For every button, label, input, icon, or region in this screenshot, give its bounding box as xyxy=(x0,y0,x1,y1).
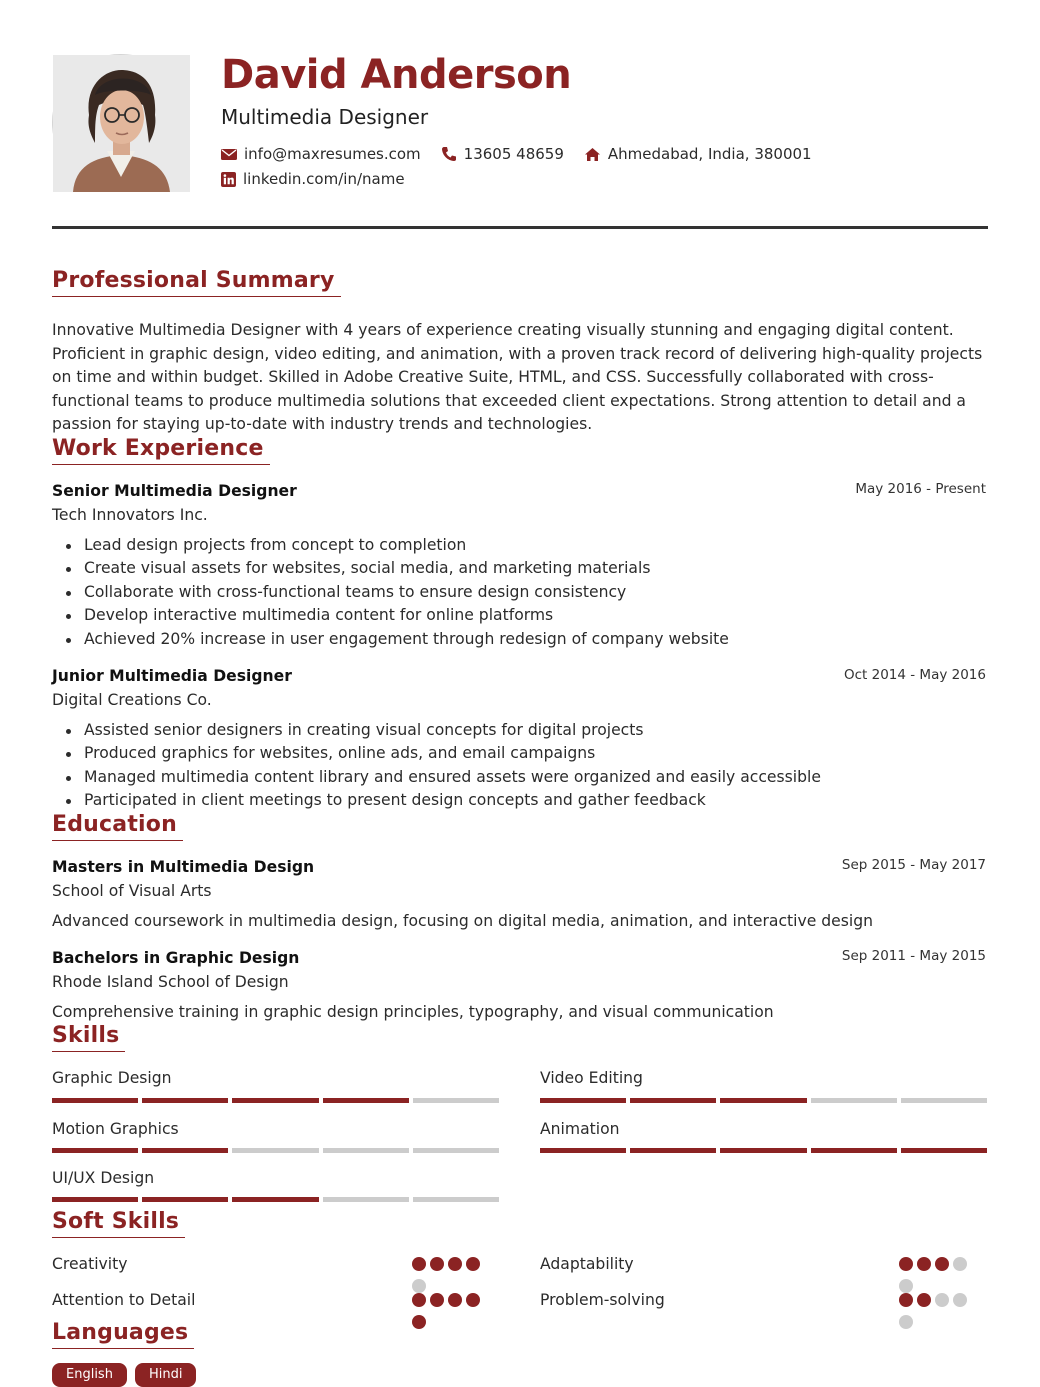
rating-dot xyxy=(935,1257,949,1271)
skill-level-segment xyxy=(811,1098,897,1103)
list-item: Develop interactive multimedia content for online platforms xyxy=(84,604,729,627)
skill-name: Animation xyxy=(540,1120,620,1138)
section-title-soft-skills: Soft Skills xyxy=(52,1209,185,1238)
skill-name: UI/UX Design xyxy=(52,1169,155,1187)
skill-level-segment xyxy=(630,1098,716,1103)
soft-skill-rating xyxy=(899,1257,973,1293)
skill-level-segment xyxy=(323,1197,409,1202)
list-item: Managed multimedia content library and ensured assets were organized and easily accessible xyxy=(84,766,821,789)
skill-name: Graphic Design xyxy=(52,1069,172,1087)
rating-dot xyxy=(466,1257,480,1271)
rating-dot xyxy=(430,1257,444,1271)
list-item: Collaborate with cross-functional teams to ensure design consistency xyxy=(84,581,729,604)
soft-skill-name: Problem-solving xyxy=(540,1291,665,1309)
soft-skill-name: Attention to Detail xyxy=(52,1291,196,1309)
skill-level-segment xyxy=(413,1098,499,1103)
rating-dot xyxy=(448,1293,462,1307)
section-title-experience: Work Experience xyxy=(52,436,270,465)
job-dates: May 2016 - Present xyxy=(855,481,986,497)
soft-skill-rating xyxy=(412,1293,486,1329)
skill-bar xyxy=(52,1197,499,1202)
soft-skill-name: Creativity xyxy=(52,1255,128,1273)
list-item: Create visual assets for websites, social media, and marketing materials xyxy=(84,557,729,580)
skill-level-segment xyxy=(901,1148,987,1153)
phone-text: 13605 48659 xyxy=(463,145,564,163)
skill-level-segment xyxy=(811,1148,897,1153)
job-bullets xyxy=(84,719,821,813)
education-dates: Sep 2011 - May 2015 xyxy=(841,948,986,964)
skill-level-segment xyxy=(720,1148,806,1153)
skill-bar xyxy=(540,1098,987,1103)
contact-row-1 xyxy=(221,145,832,163)
degree-title: Masters in Multimedia Design xyxy=(52,858,315,876)
job-title: Junior Multimedia Designer xyxy=(52,667,292,685)
email-text: info@maxresumes.com xyxy=(244,145,421,163)
rating-dot xyxy=(935,1293,949,1307)
skill-level-segment xyxy=(901,1098,987,1103)
rating-dot xyxy=(412,1315,426,1329)
job-bullets xyxy=(84,534,729,651)
linkedin-icon xyxy=(221,172,236,187)
skill-level-segment xyxy=(142,1148,228,1153)
envelope-icon xyxy=(221,148,237,161)
candidate-name: David Anderson xyxy=(221,52,572,98)
summary-text: Innovative Multimedia Designer with 4 years of experience creating visually stunning and engaging digital content. Proficient in graphic design, video editing, and animation, with a proven track record of delivering high-quality projects on time and within budget. Skilled in Adobe Creative Suite, HTML, and CSS. Successfully collaborated with cross-functional teams to produce multimedia solutions that exceeded client expectations. Strong attention to detail and a passion for staying up-to-date with industry trends and technologies. xyxy=(52,321,983,433)
rating-dot xyxy=(899,1257,913,1271)
skill-level-segment xyxy=(52,1148,138,1153)
candidate-role: Multimedia Designer xyxy=(221,105,429,129)
skill-bar xyxy=(52,1098,499,1103)
rating-dot xyxy=(412,1257,426,1271)
skill-level-segment xyxy=(540,1098,626,1103)
education-description: Advanced coursework in multimedia design, focusing on digital media, animation, and interactive design xyxy=(52,912,873,930)
rating-dot xyxy=(917,1293,931,1307)
section-title-languages: Languages xyxy=(52,1320,194,1349)
skill-level-segment xyxy=(413,1197,499,1202)
skill-level-segment xyxy=(540,1148,626,1153)
language-badge: English xyxy=(52,1363,127,1387)
skill-name: Video Editing xyxy=(540,1069,643,1087)
skill-bar xyxy=(540,1148,987,1153)
phone-icon xyxy=(441,146,457,162)
list-item: Achieved 20% increase in user engagement through redesign of company website xyxy=(84,628,729,651)
skill-bar xyxy=(52,1148,499,1153)
rating-dot xyxy=(412,1293,426,1307)
section-title-skills: Skills xyxy=(52,1023,125,1052)
language-badge: Hindi xyxy=(135,1363,197,1387)
skill-level-segment xyxy=(720,1098,806,1103)
linkedin-text: linkedin.com/in/name xyxy=(243,170,405,188)
rating-dot xyxy=(953,1257,967,1271)
skill-level-segment xyxy=(232,1148,318,1153)
soft-skill-rating xyxy=(412,1257,486,1293)
soft-skill-name: Adaptability xyxy=(540,1255,634,1273)
email-contact[interactable] xyxy=(221,145,421,163)
location-text: Ahmedabad, India, 380001 xyxy=(607,145,812,163)
list-item: Participated in client meetings to present design concepts and gather feedback xyxy=(84,789,821,812)
header-divider xyxy=(52,226,988,229)
avatar xyxy=(52,54,189,191)
skill-level-segment xyxy=(142,1098,228,1103)
rating-dot xyxy=(466,1293,480,1307)
skill-level-segment xyxy=(52,1197,138,1202)
degree-title: Bachelors in Graphic Design xyxy=(52,949,300,967)
rating-dot xyxy=(412,1279,426,1293)
language-list xyxy=(52,1363,196,1387)
skill-level-segment xyxy=(413,1148,499,1153)
phone-contact[interactable] xyxy=(441,145,564,163)
rating-dot xyxy=(899,1315,913,1329)
contact-row-2 xyxy=(221,170,425,188)
job-company: Tech Innovators Inc. xyxy=(52,506,208,524)
skill-level-segment xyxy=(630,1148,716,1153)
skill-level-segment xyxy=(323,1148,409,1153)
skill-level-segment xyxy=(232,1197,318,1202)
linkedin-contact[interactable] xyxy=(221,170,405,188)
school-name: School of Visual Arts xyxy=(52,882,212,900)
profile-photo xyxy=(53,55,190,192)
list-item: Assisted senior designers in creating visual concepts for digital projects xyxy=(84,719,821,742)
education-dates: Sep 2015 - May 2017 xyxy=(841,857,986,873)
rating-dot xyxy=(917,1257,931,1271)
education-description: Comprehensive training in graphic design principles, typography, and visual communication xyxy=(52,1003,774,1021)
section-title-education: Education xyxy=(52,812,183,841)
skill-name: Motion Graphics xyxy=(52,1120,179,1138)
job-dates: Oct 2014 - May 2016 xyxy=(843,667,986,683)
school-name: Rhode Island School of Design xyxy=(52,973,289,991)
rating-dot xyxy=(953,1293,967,1307)
rating-dot xyxy=(899,1293,913,1307)
section-title-summary: Professional Summary xyxy=(52,268,341,297)
skill-level-segment xyxy=(323,1098,409,1103)
job-company: Digital Creations Co. xyxy=(52,691,212,709)
location-contact xyxy=(584,145,812,163)
home-icon xyxy=(584,147,601,162)
skill-level-segment xyxy=(232,1098,318,1103)
rating-dot xyxy=(899,1279,913,1293)
rating-dot xyxy=(430,1293,444,1307)
soft-skill-rating xyxy=(899,1293,973,1329)
skill-level-segment xyxy=(142,1197,228,1202)
list-item: Produced graphics for websites, online ads, and email campaigns xyxy=(84,742,821,765)
skill-level-segment xyxy=(52,1098,138,1103)
rating-dot xyxy=(448,1257,462,1271)
job-title: Senior Multimedia Designer xyxy=(52,482,297,500)
list-item: Lead design projects from concept to completion xyxy=(84,534,729,557)
